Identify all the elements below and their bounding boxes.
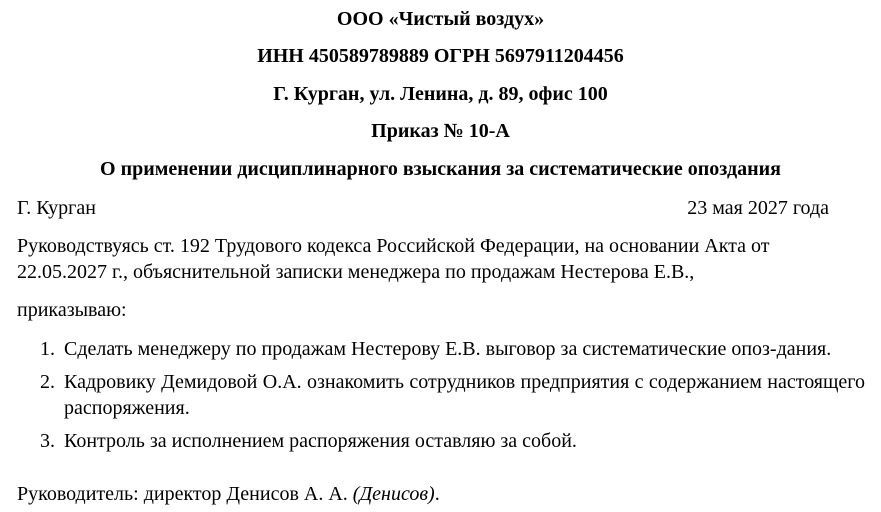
order-item-text: Контроль за исполнением распоряжения оставляю за собой. — [64, 430, 577, 452]
order-item-number: 2. — [40, 371, 55, 393]
signature-end: . — [434, 483, 440, 505]
signature-role: Руководитель: директор Денисов А. А. — [17, 483, 353, 505]
order-word: приказываю: — [17, 299, 127, 321]
document-city: Г. Курган — [17, 197, 96, 219]
order-item — [17, 369, 865, 421]
document-date: 23 мая 2027 года — [687, 197, 829, 219]
basis-line-1: Руководствуясь ст. 192 Трудового кодекса Российской Федерации, на основании Акта от — [17, 235, 770, 257]
order-item-number: 1. — [40, 338, 55, 360]
order-item-text: Кадровику Демидовой О.А. ознакомить сотрудников предприятия с содержанием настоящего распоряжения. — [64, 371, 865, 419]
order-subject: О применении дисциплинарного взыскания за систематические опоздания — [100, 158, 781, 180]
order-item-text: Сделать менеджеру по продажам Нестерову Е.В. выговор за систематические опоз-дания. — [64, 338, 832, 360]
company-name: ООО «Чистый воздух» — [336, 8, 545, 30]
order-item — [17, 336, 865, 362]
signature-name: (Денисов) — [352, 483, 435, 505]
order-title: Приказ № 10-А — [371, 120, 510, 142]
basis-line-2: 22.05.2027 г., объяснительной записки менеджера по продажам Нестерова Е.В., — [17, 261, 695, 283]
order-item-number: 3. — [40, 430, 55, 452]
order-item — [17, 428, 865, 454]
company-registration: ИНН 450589789889 ОГРН 5697911204456 — [257, 45, 624, 67]
signature-block — [17, 482, 440, 506]
order-items-list — [17, 336, 865, 461]
company-address: Г. Курган, ул. Ленина, д. 89, офис 100 — [273, 83, 608, 105]
